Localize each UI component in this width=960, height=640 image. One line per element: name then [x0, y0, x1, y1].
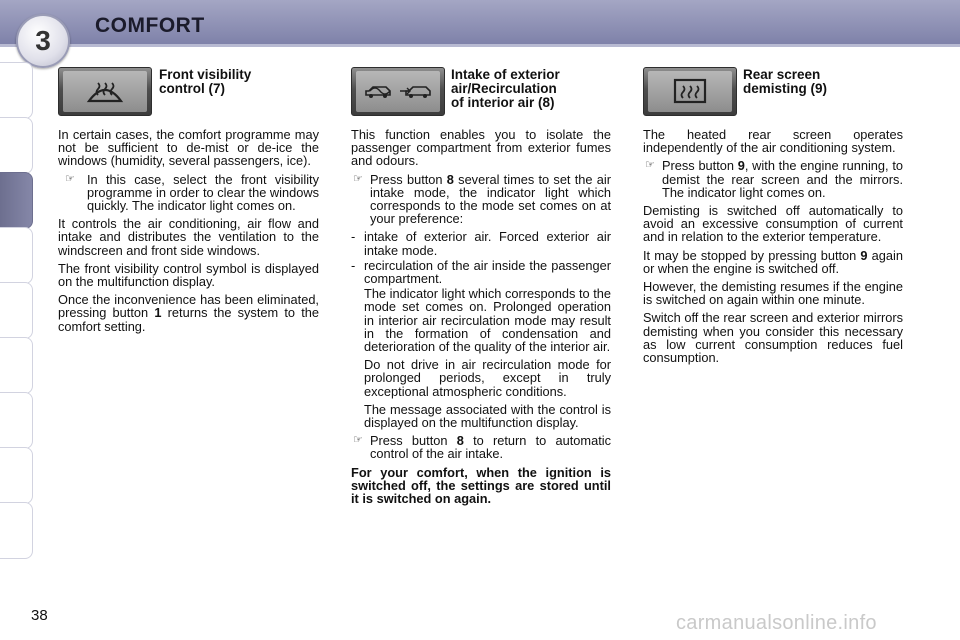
- bullet-text: In this case, select the front visibility programme in order to clear the windows quickly. The indicator light comes on.: [87, 171, 319, 214]
- paragraph: [58, 293, 319, 333]
- rear-demist-icon: [648, 71, 732, 112]
- rear-screen-text: [643, 128, 903, 369]
- instruction-bullet: [351, 434, 611, 460]
- text-run: several times to set the air intake mode, the indicator light which corresponds to the mode set comes on at your preference:: [370, 171, 611, 227]
- paragraph: In certain cases, the comfort programme may not be sufficient to de-mist or de-ice the windows (humidity, several passengers, ice).: [58, 127, 319, 169]
- text-run: Once the inconvenience has been eliminated, pressing button: [58, 292, 319, 321]
- air-intake-heading: Intake of exterior air/Recirculation of interior air (8): [451, 67, 560, 110]
- chapter-tab-3-active[interactable]: [0, 172, 33, 229]
- paragraph: It controls the air conditioning, air flow and intake and distributes the ventilation to the windscreen and front side windows.: [58, 216, 319, 258]
- text-run: Press button: [662, 158, 738, 174]
- chapter-tab-2[interactable]: [0, 117, 33, 174]
- text-run: returns the system to the comfort setting.: [58, 305, 319, 334]
- front-visibility-heading: Front visibility control (7): [159, 67, 252, 96]
- button-number: 8: [446, 171, 454, 187]
- pointing-hand-icon: ☞: [353, 434, 363, 447]
- chapter-tab-4[interactable]: [0, 227, 33, 284]
- button-number: 9: [737, 158, 745, 174]
- air-intake-icon: [356, 71, 440, 112]
- paragraph: Demisting is switched off automatically to avoid an excessive consumption of current and in relation to the exterior temperature.: [643, 203, 903, 245]
- pointing-hand-icon: ☞: [65, 172, 75, 185]
- air-intake-button-image: [351, 67, 445, 116]
- rear-screen-heading: Rear screen demisting (9): [743, 67, 828, 96]
- air-intake-text: [351, 128, 611, 510]
- paragraph: The front visibility control symbol is displayed on the multifunction display.: [58, 260, 319, 290]
- option-text: recirculation of the air inside the passenger compartment.: [364, 257, 611, 287]
- paragraph: However, the demisting resumes if the engine is switched on again within one minute.: [643, 279, 903, 308]
- page-title: COMFORT: [95, 14, 205, 37]
- paragraph: The indicator light which corresponds to the mode set comes on. Prolonged operation in interior air recirculation mode may result in the formation of condensation and deterioration of the quality of the interior air.: [364, 286, 611, 355]
- paragraph: The message associated with the control is displayed on the multifunction display.: [364, 401, 611, 431]
- paragraph: Do not drive in air recirculation mode for prolonged periods, except in truly exceptional atmospheric conditions.: [364, 357, 611, 399]
- chapter-number-badge: 3: [16, 14, 70, 68]
- front-visibility-text: [58, 128, 319, 338]
- text-run: It may be stopped by pressing button: [643, 247, 861, 263]
- chapter-tab-1[interactable]: [0, 62, 33, 119]
- rear-demist-button-image: [643, 67, 737, 116]
- button-number: 8: [456, 433, 464, 449]
- bold-note: For your comfort, when the ignition is switched off, the settings are stored until it is switched on again.: [351, 464, 611, 507]
- text-run: Press button: [370, 171, 447, 187]
- page-number: 38: [31, 607, 48, 624]
- text-run: Press button: [370, 433, 457, 449]
- chapter-tab-9[interactable]: [0, 502, 33, 559]
- mode-option: [351, 230, 611, 256]
- paragraph: [643, 249, 903, 275]
- instruction-bullet: [58, 173, 319, 213]
- button-number: 1: [154, 305, 162, 321]
- text-run: to return to automatic control of the air intake.: [370, 433, 611, 462]
- dash-marker: -: [351, 257, 356, 273]
- text-run: again or when the engine is switched off.: [643, 247, 903, 276]
- front-demist-icon: [63, 71, 147, 112]
- front-demist-button-image: [58, 67, 152, 116]
- instruction-bullet: [351, 173, 611, 226]
- paragraph: Switch off the rear screen and exterior mirrors demisting when you consider this necessary as low current consumption reduces fuel consumption.: [643, 310, 903, 366]
- option-text: intake of exterior air. Forced exterior air intake mode.: [364, 229, 611, 258]
- chapter-tab-7[interactable]: [0, 392, 33, 449]
- chapter-tabs: [0, 62, 34, 572]
- chapter-tab-6[interactable]: [0, 337, 33, 394]
- instruction-bullet: [643, 159, 903, 199]
- text-run: , with the engine running, to demist the rear screen and the mirrors. The indicator light comes on.: [662, 158, 903, 200]
- header-divider: [0, 44, 960, 47]
- chapter-tab-8[interactable]: [0, 447, 33, 504]
- chapter-tab-5[interactable]: [0, 282, 33, 339]
- pointing-hand-icon: ☞: [645, 159, 655, 172]
- button-number: 9: [860, 247, 868, 263]
- paragraph: The heated rear screen operates independently of the air conditioning system.: [643, 127, 903, 156]
- paragraph: This function enables you to isolate the passenger compartment from exterior fumes and odours.: [351, 127, 611, 169]
- pointing-hand-icon: ☞: [353, 172, 363, 185]
- mode-option: [351, 259, 611, 285]
- dash-marker: -: [351, 229, 356, 245]
- watermark: carmanualsonline.info: [676, 612, 877, 634]
